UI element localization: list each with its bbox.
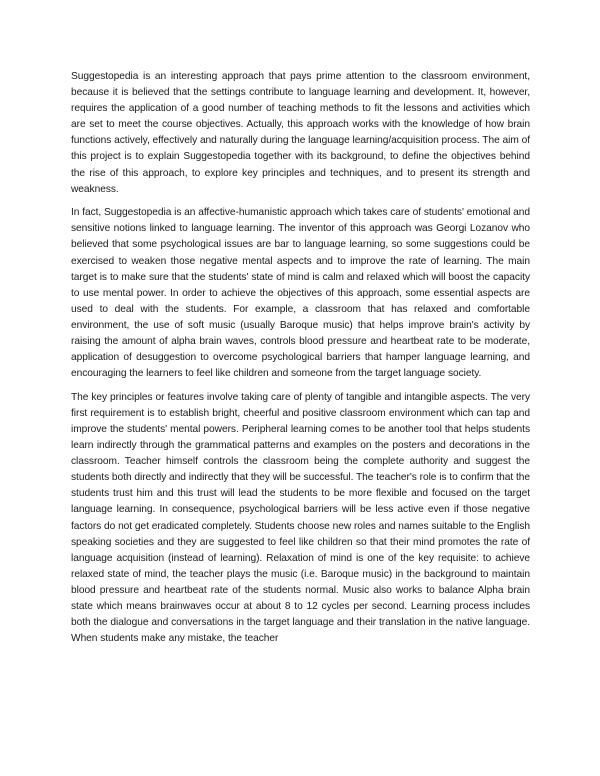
- paragraph-background: In fact, Suggestopedia is an affective-humanistic approach which takes care of students' emotional and sensitive notions linked to language learning. The inventor of this approach was Georgi Lozanov who believed that some psychological issues are bar to language learning, so some suggestions could be exercised to weaken those negative mental aspects and to improve the rate of learning. The main target is to make sure that the students' state of mind is calm and relaxed which will boost the capacity to use mental power. In order to achieve the objectives of this approach, some essential aspects are used to deal with the students. For example, a classroom that has relaxed and comfortable environment, the use of soft music (usually Baroque music) that helps improve brain's activity by raising the amount of alpha brain waves, controls blood pressure and heartbeat rate to be moderate, application of desuggestion to overcome psychological barriers that hamper language learning, and encouraging the learners to feel like children and someone from the target language society.: [71, 207, 530, 380]
- document-body: [71, 69, 530, 655]
- paragraph-key-principles: The key principles or features involve taking care of plenty of tangible and intangible aspects. The very first requirement is to establish bright, cheerful and positive classroom environment which can tap and improve the students' mental powers. Peripheral learning comes to be another tool that helps students learn indirectly through the grammatical patterns and examples on the posters and decorations in the classroom. Teacher himself controls the classroom being the complete authority and suggest the students both directly and indirectly that they will be successful. The teacher's role is to confirm that the students trust him and this trust will lead the students to be more flexible and focused on the target language learning. In consequence, psychological barriers will be less active even if those negative factors do not get eradicated completely. Students choose new roles and names suitable to the English speaking societies and they are suggested to feel like children so that their mind promotes the rate of language acquisition (instead of learning). Relaxation of mind is one of the key requisite: to achieve relaxed state of mind, the teacher plays the music (i.e. Baroque music) in the background to maintain blood pressure and heartbeat rate of the students normal. Music also works to balance Alpha brain state which means brainwaves occur at about 8 to 12 cycles per second. Learning process includes both the dialogue and conversations in the target language and their translation in the native language. When students make any mistake, the teacher: [71, 391, 530, 645]
- paragraph-introduction: Suggestopedia is an interesting approach that pays prime attention to the classroom environment, because it is believed that the settings contribute to language learning and development. It, however, requires the application of a good number of teaching methods to fit the lessons and activities which are set to meet the course objectives. Actually, this approach works with the knowledge of how brain functions actively, effectively and naturally during the language learning/acquisition process. The aim of this project is to explain Suggestopedia together with its background, to define the objectives behind the rise of this approach, to explore key principles and techniques, and to present its strength and weakness.: [71, 71, 530, 195]
